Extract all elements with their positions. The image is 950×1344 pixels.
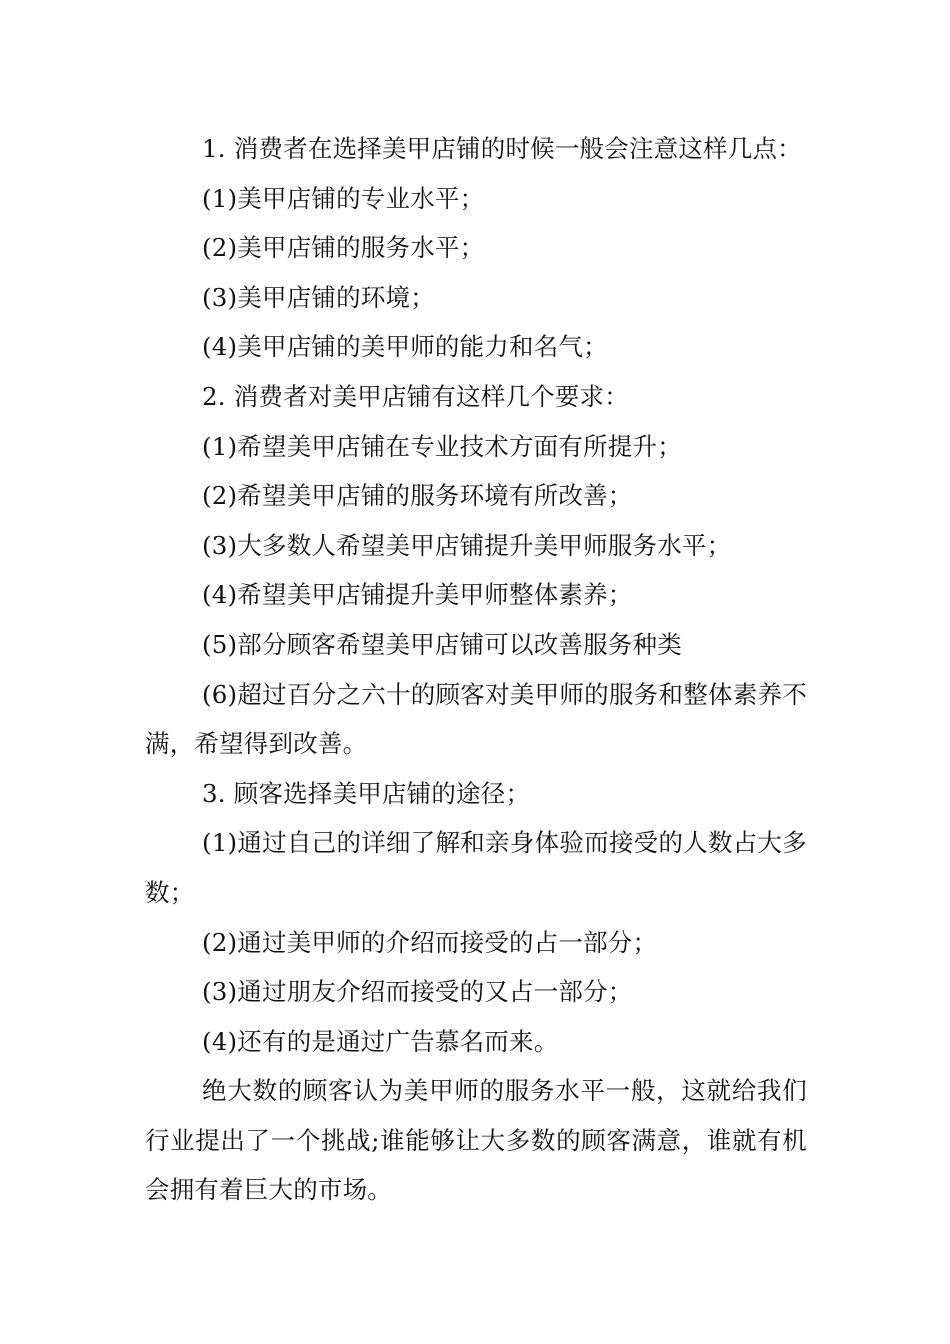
- list-item: (5)部分顾客希望美甲店铺可以改善服务种类: [202, 629, 682, 659]
- list-item: (1)美甲店铺的专业水平；: [202, 183, 485, 213]
- list-item: (2)美甲店铺的服务水平；: [202, 233, 485, 263]
- heading-consumer-attention: 1. 消费者在选择美甲店铺的时候一般会注意这样几点：: [202, 134, 802, 163]
- list-item: (6)超过百分之六十的顾客对美甲师的服务和整体素养不满，希望得到改善。: [145, 679, 807, 759]
- list-item: (3)美甲店铺的环境；: [202, 282, 435, 312]
- document-body: [145, 124, 807, 1215]
- list-item: (3)大多数人希望美甲店铺提升美甲师服务水平；: [202, 530, 732, 560]
- list-item: (4)还有的是通过广告慕名而来。: [202, 1026, 559, 1056]
- list-item: (4)希望美甲店铺提升美甲师整体素养；: [202, 580, 633, 610]
- list-item: (2)希望美甲店铺的服务环境有所改善；: [202, 481, 633, 511]
- heading-consumer-requirements: 2. 消费者对美甲店铺有这样几个要求：: [202, 381, 629, 411]
- conclusion-paragraph: 绝大数的顾客认为美甲师的服务水平一般，这就给我们行业提出了一个挑战;谁能够让大多数的顾客满意，谁就有机会拥有着巨大的市场。: [145, 1076, 807, 1205]
- list-item: (2)通过美甲师的介绍而接受的占一部分；: [202, 927, 658, 957]
- list-item: (1)通过自己的详细了解和亲身体验而接受的人数占大多数；: [145, 828, 807, 907]
- list-item: (1)希望美甲店铺在专业技术方面有所提升；: [202, 431, 682, 461]
- heading-customer-channels: 3. 顾客选择美甲店铺的途径；: [202, 778, 531, 808]
- list-item: (3)通过朋友介绍而接受的又占一部分；: [202, 977, 633, 1007]
- list-item: (4)美甲店铺的美甲师的能力和名气；: [202, 332, 608, 362]
